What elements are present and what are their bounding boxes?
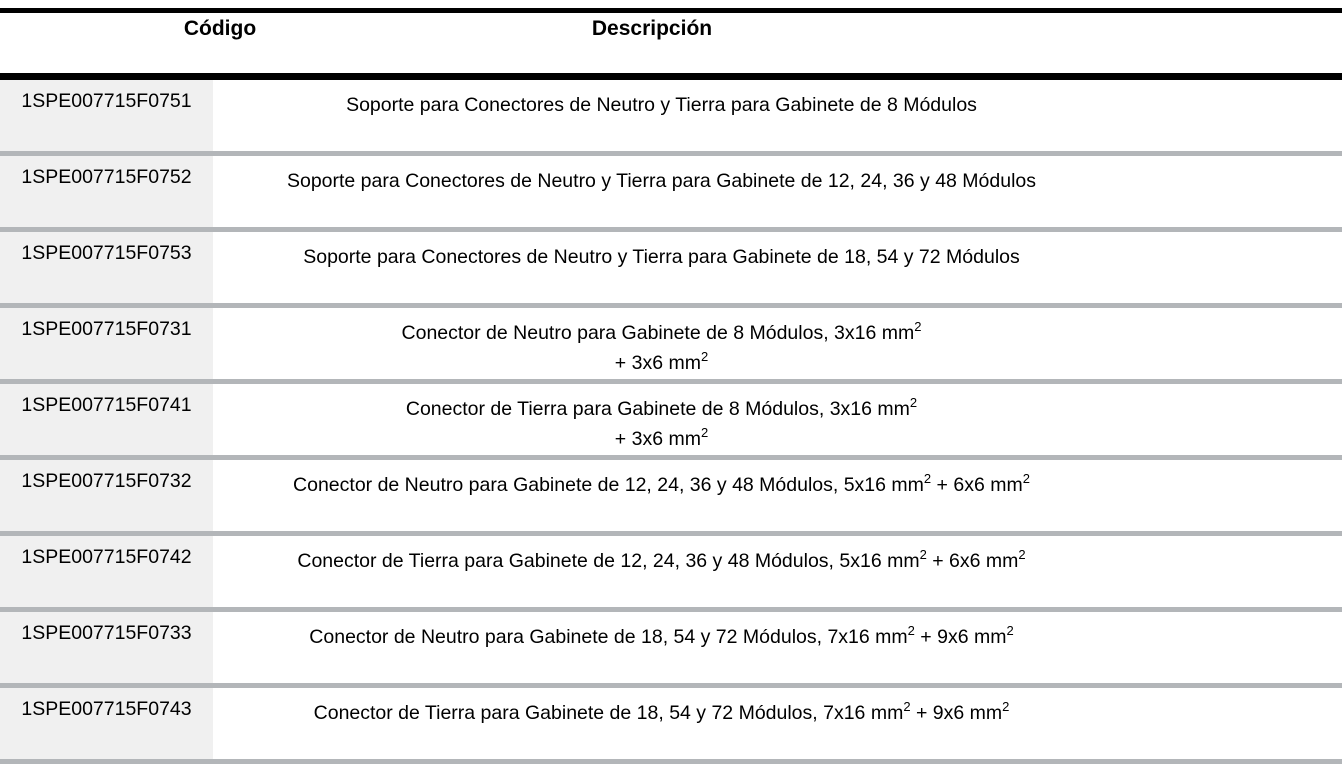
top-spacer xyxy=(0,0,1342,8)
code-cell: 1SPE007715F0751 xyxy=(0,80,213,151)
description-cell xyxy=(213,688,1110,759)
table-row xyxy=(0,156,1342,227)
description-line: Conector de Tierra para Gabinete de 8 Módulos, 3x16 $mm^2$ xyxy=(405,394,918,420)
description-line: Conector de Neutro para Gabinete de 18, 54 y 72 Módulos, 7x16 $mm^2 + 9x6$ $mm^2$ xyxy=(309,622,1014,648)
superscript-2: 2 xyxy=(919,546,927,562)
superscript-2: 2 xyxy=(907,622,915,638)
superscript-2: 2 xyxy=(700,424,709,440)
code-cell: 1SPE007715F0743 xyxy=(0,688,213,759)
superscript-2: 2 xyxy=(903,698,911,714)
row-separator xyxy=(0,759,1342,764)
description-cell xyxy=(213,308,1110,379)
description-line: Conector de Neutro para Gabinete de 8 Módulos, 3x16 $mm^2$ xyxy=(401,318,922,344)
description-cell xyxy=(213,80,1110,151)
table-row xyxy=(0,384,1342,455)
description-line: Soporte para Conectores de Neutro y Tierra para Gabinete de 18, 54 y 72 Módulos xyxy=(303,246,1020,268)
description-line: Soporte para Conectores de Neutro y Tierra para Gabinete de 12, 24, 36 y 48 Módulos xyxy=(286,170,1037,192)
header-rule xyxy=(0,73,1342,80)
description-line: Conector de Neutro para Gabinete de 12, 24, 36 y 48 Módulos, 5x16 $mm^2 + 6x6$ $mm^2$ xyxy=(293,470,1030,496)
table-row xyxy=(0,612,1342,683)
code-cell: 1SPE007715F0752 xyxy=(0,156,213,227)
table-body xyxy=(0,80,1342,764)
description-cell xyxy=(213,232,1110,303)
description-cell xyxy=(213,536,1110,607)
description-cell xyxy=(213,156,1110,227)
superscript-2: 2 xyxy=(923,470,932,486)
code-cell: 1SPE007715F0732 xyxy=(0,460,213,531)
code-cell: 1SPE007715F0741 xyxy=(0,384,213,455)
description-line: Conector de Tierra para Gabinete de 18, 54 y 72 Módulos, 7x16 $mm^2 + 9x6$ $mm^2$ xyxy=(313,698,1010,724)
description-cell xyxy=(213,612,1110,683)
table-row xyxy=(0,80,1342,151)
table-row xyxy=(0,460,1342,531)
description-cell xyxy=(213,384,1110,455)
description-line: Soporte para Conectores de Neutro y Tierra para Gabinete de 8 Módulos xyxy=(346,94,977,116)
code-cell: 1SPE007715F0742 xyxy=(0,536,213,607)
description-line: + 3x6 $mm^2$ xyxy=(614,424,709,450)
table-row xyxy=(0,232,1342,303)
description-line: + 3x6 $mm^2$ xyxy=(614,348,709,374)
superscript-2: 2 xyxy=(1018,546,1026,562)
table-row xyxy=(0,536,1342,607)
table-row xyxy=(0,308,1342,379)
table-header xyxy=(0,13,1342,73)
superscript-2: 2 xyxy=(909,394,918,410)
superscript-2: 2 xyxy=(1002,698,1010,714)
code-cell: 1SPE007715F0731 xyxy=(0,308,213,379)
column-header-descripcion: Descripción xyxy=(591,17,713,40)
superscript-2: 2 xyxy=(914,318,922,334)
table-row xyxy=(0,688,1342,759)
description-line: Conector de Tierra para Gabinete de 12, 24, 36 y 48 Módulos, 5x16 $mm^2 + 6x6$ $mm^2$ xyxy=(297,546,1026,572)
code-cell: 1SPE007715F0733 xyxy=(0,612,213,683)
superscript-2: 2 xyxy=(700,348,709,364)
superscript-2: 2 xyxy=(1022,470,1030,486)
superscript-2: 2 xyxy=(1006,622,1014,638)
description-cell xyxy=(213,460,1110,531)
column-header-codigo: Código xyxy=(183,17,257,40)
code-cell: 1SPE007715F0753 xyxy=(0,232,213,303)
